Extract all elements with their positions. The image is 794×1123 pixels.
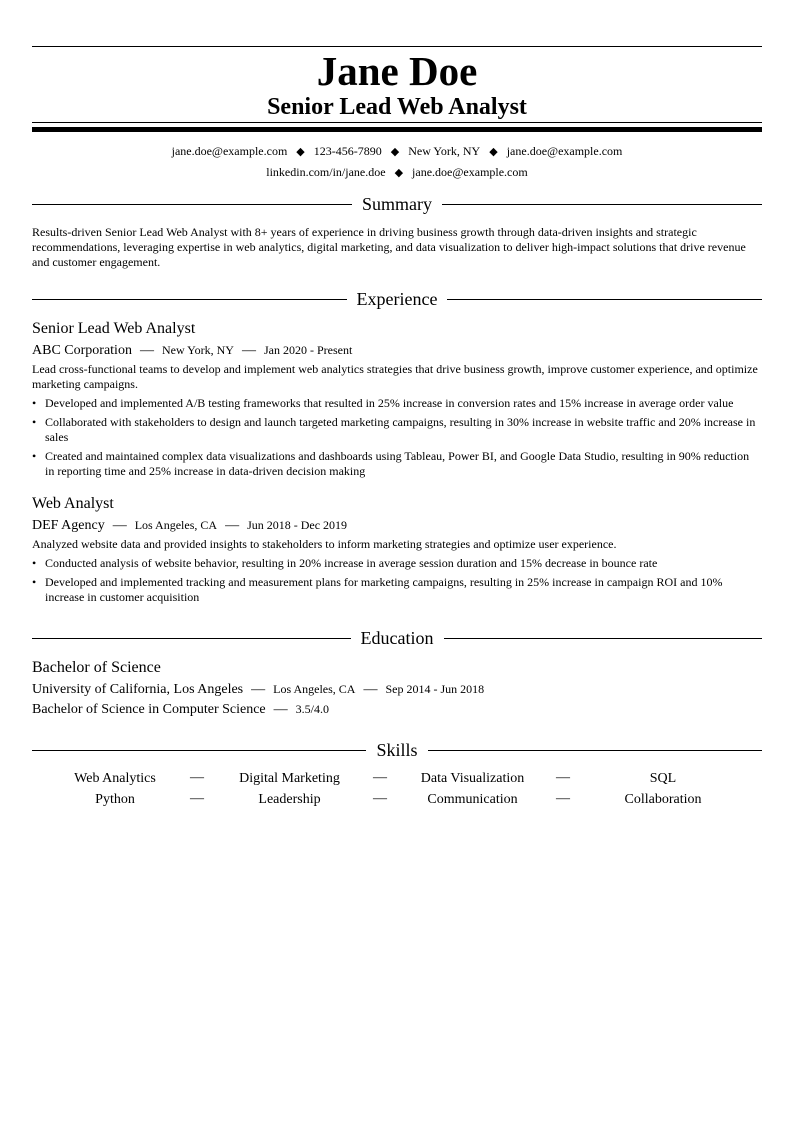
job-title: Senior Lead Web Analyst: [32, 320, 196, 337]
education-field-row: [32, 700, 329, 719]
education-field: Bachelor of Science in Computer Science: [32, 702, 266, 717]
skills-heading: [32, 738, 762, 762]
dash: —: [373, 769, 387, 785]
contact-phone[interactable]: 123-456-7890: [313, 144, 382, 158]
skill-item: Python: [95, 791, 135, 807]
skill-item: Web Analytics: [74, 770, 156, 786]
diamond-icon: ◆: [296, 146, 305, 158]
contact-email-2[interactable]: jane.doe@example.com: [506, 144, 623, 158]
bullet-icon: •: [32, 415, 37, 429]
job-company: ABC Corporation: [32, 343, 132, 358]
dash: —: [225, 518, 240, 533]
candidate-title: Senior Lead Web Analyst: [267, 94, 527, 120]
contact-linkedin[interactable]: linkedin.com/in/jane.doe: [266, 165, 386, 179]
job-location: New York, NY: [161, 343, 234, 357]
dash: —: [556, 769, 570, 785]
bullet-icon: •: [32, 556, 37, 570]
diamond-icon: ◆: [489, 146, 498, 158]
education-school: University of California, Los Angeles: [32, 682, 244, 697]
dash: —: [373, 790, 387, 806]
education-location: Los Angeles, CA: [273, 682, 356, 696]
dash: —: [251, 682, 266, 697]
section-title: Summary: [362, 194, 432, 214]
skill-item: Leadership: [258, 791, 321, 807]
summary-text: Results-driven Senior Lead Web Analyst with 8+ years of experience in driving business growth through data-driven insights and strategic recommendations, leveraging expertise in web analytics, digital marketing, and data visualization to deliver high-impact solutions that drive revenue and customer engagement.: [32, 225, 746, 269]
job-title: Web Analyst: [32, 495, 114, 512]
job-bullets: [32, 396, 762, 483]
bullet-icon: •: [32, 449, 37, 463]
education-degree: Bachelor of Science: [32, 659, 161, 676]
dash: —: [363, 682, 378, 697]
diamond-icon: ◆: [394, 167, 404, 179]
dash: —: [190, 790, 204, 806]
bullet-icon: •: [32, 575, 37, 589]
dash: —: [139, 343, 154, 358]
education-dates: Sep 2014 - Jun 2018: [385, 682, 485, 696]
job-description: Lead cross-functional teams to develop and implement web analytics strategies that drive business growth, improve customer experience, and optimize marketing campaigns.: [32, 362, 758, 391]
job-meta: [32, 516, 347, 535]
job-description: Analyzed website data and provided insights to stakeholders to inform marketing strategies and optimize user experience.: [32, 537, 617, 551]
header-rule-thick: [32, 129, 762, 132]
skills-row: [32, 768, 762, 789]
contact-email-3[interactable]: jane.doe@example.com: [412, 165, 528, 179]
skills-grid: [32, 768, 762, 810]
diamond-icon: ◆: [390, 146, 400, 158]
experience-heading: [32, 287, 762, 311]
contact-line-1: [32, 143, 762, 160]
education-gpa: 3.5/4.0: [295, 702, 329, 716]
dash: —: [112, 518, 127, 533]
section-title: Education: [360, 628, 434, 648]
skill-item: Collaboration: [624, 791, 702, 807]
candidate-name: Jane Doe: [316, 48, 478, 94]
list-item: • Conducted analysis of website behavior, resulting in 20% increase in average session duration and 15% decrease in bounce rate: [32, 556, 658, 570]
dash: —: [556, 790, 570, 806]
contact-location: New York, NY: [408, 144, 481, 158]
section-title: Experience: [356, 289, 438, 309]
section-title: Skills: [376, 740, 418, 760]
dash: —: [273, 702, 288, 717]
contact-line-2: [32, 164, 762, 181]
list-item: • Created and maintained complex data visualizations and dashboards using Tableau, Power BI, and Google Data Studio, resulting in 90% reduction in reporting time and 25% increase in data-driven decision making: [32, 449, 750, 478]
bullet-icon: •: [32, 396, 37, 410]
dash: —: [190, 769, 204, 785]
job-dates: Jan 2020 - Present: [263, 343, 353, 357]
job-location: Los Angeles, CA: [134, 518, 218, 532]
job-bullets: [32, 556, 762, 609]
skill-item: SQL: [649, 770, 677, 786]
skill-item: Communication: [427, 791, 518, 807]
summary-heading: [32, 192, 762, 216]
skills-row: [32, 789, 762, 810]
skill-item: Digital Marketing: [239, 770, 340, 786]
list-item: • Developed and implemented tracking and measurement plans for marketing campaigns, resulting in 25% increase in campaign ROI and 10% increase in customer acquisition: [32, 575, 723, 604]
job-company: DEF Agency: [32, 518, 105, 533]
list-item: • Collaborated with stakeholders to design and launch targeted marketing campaigns, resulting in 30% increase in website traffic and 20% increase in sales: [32, 415, 756, 444]
job-meta: [32, 341, 352, 360]
skill-item: Data Visualization: [420, 770, 525, 786]
education-meta: [32, 680, 484, 699]
contact-email[interactable]: jane.doe@example.com: [171, 144, 288, 158]
education-heading: [32, 626, 762, 650]
job-dates: Jun 2018 - Dec 2019: [247, 518, 348, 532]
list-item: • Developed and implemented A/B testing frameworks that resulted in 25% increase in conversion rates and 15% increase in average order value: [32, 396, 734, 410]
dash: —: [241, 343, 256, 358]
